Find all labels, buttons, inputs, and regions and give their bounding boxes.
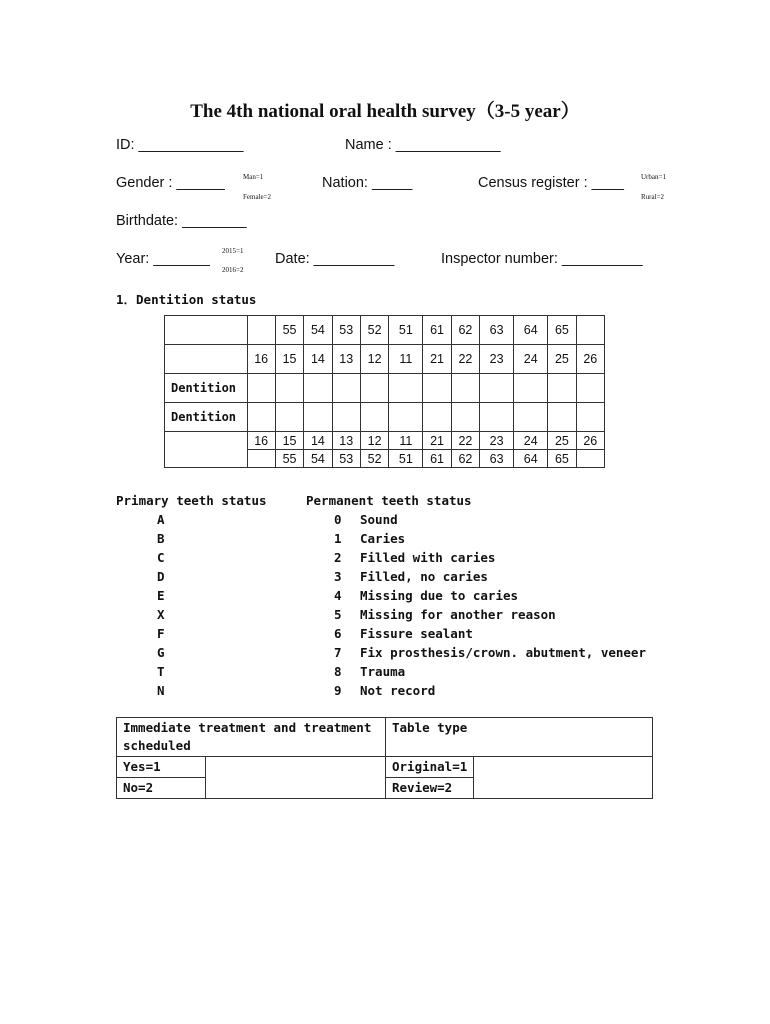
entry-cell[interactable] xyxy=(332,374,360,403)
permanent-code-desc: Fix prosthesis/crown. abutment, veneer xyxy=(360,645,646,660)
dentition-row-label: Dentition xyxy=(165,403,248,432)
permanent-code: 8 xyxy=(334,664,342,679)
tooth-label: 16 xyxy=(247,345,275,374)
tooth-label: 54 xyxy=(304,316,332,345)
tooth-label: 12 xyxy=(360,432,388,450)
census-option-urban: Urban=1 xyxy=(641,173,666,181)
yes-option: Yes=1 xyxy=(117,757,206,778)
entry-cell[interactable] xyxy=(451,374,479,403)
empty-cell xyxy=(576,316,604,345)
entry-cell[interactable] xyxy=(360,403,388,432)
tooth-label: 51 xyxy=(389,316,423,345)
entry-cell[interactable] xyxy=(275,374,303,403)
tooth-label: 55 xyxy=(275,450,303,468)
tooth-label: 25 xyxy=(548,432,576,450)
tooth-label: 26 xyxy=(576,345,604,374)
entry-cell[interactable] xyxy=(275,403,303,432)
permanent-code-desc: Filled with caries xyxy=(360,550,496,565)
tooth-label: 12 xyxy=(360,345,388,374)
section-dentition-status: 1．Dentition status xyxy=(116,292,257,307)
table-row xyxy=(165,403,605,432)
entry-cell[interactable] xyxy=(247,374,275,403)
treatment-header xyxy=(117,718,386,757)
entry-cell[interactable] xyxy=(423,403,451,432)
entry-cell[interactable] xyxy=(389,374,423,403)
primary-code: D xyxy=(157,569,165,584)
tooth-label: 11 xyxy=(389,345,423,374)
permanent-code-desc: Fissure sealant xyxy=(360,626,473,641)
tooth-label: 21 xyxy=(423,432,451,450)
entry-cell[interactable] xyxy=(451,403,479,432)
tooth-label: 24 xyxy=(514,432,548,450)
primary-code: T xyxy=(157,664,165,679)
table-row xyxy=(165,345,605,374)
tooth-label: 53 xyxy=(332,450,360,468)
table-row xyxy=(117,718,653,757)
tooth-label: 55 xyxy=(275,316,303,345)
permanent-code: 4 xyxy=(334,588,342,603)
tooth-label: 22 xyxy=(451,432,479,450)
census-option-rural: Rural=2 xyxy=(641,193,664,201)
table-row xyxy=(165,374,605,403)
tooth-label: 13 xyxy=(332,432,360,450)
tooth-label: 24 xyxy=(514,345,548,374)
tooth-label: 65 xyxy=(548,316,576,345)
tooth-label: 21 xyxy=(423,345,451,374)
permanent-code-desc: Caries xyxy=(360,531,406,546)
table-row xyxy=(165,316,605,345)
permanent-code-desc: Missing for another reason xyxy=(360,607,556,622)
tooth-label: 15 xyxy=(275,432,303,450)
entry-cell[interactable] xyxy=(548,403,576,432)
original-option: Original=1 xyxy=(386,757,474,778)
permanent-code: 1 xyxy=(334,531,342,546)
entry-cell[interactable] xyxy=(247,403,275,432)
entry-cell[interactable] xyxy=(576,403,604,432)
tooth-label: 25 xyxy=(548,345,576,374)
tooth-label: 54 xyxy=(304,450,332,468)
gender-field[interactable]: Gender : ______ xyxy=(116,175,225,191)
tooth-label: 23 xyxy=(480,345,514,374)
treatment-entry-cell[interactable] xyxy=(206,757,386,799)
empty-cell xyxy=(165,345,248,374)
permanent-code: 7 xyxy=(334,645,342,660)
permanent-code-desc: Not record xyxy=(360,683,436,698)
tooth-label: 14 xyxy=(304,432,332,450)
empty-cell xyxy=(576,450,604,468)
tooth-label: 62 xyxy=(451,316,479,345)
tooth-label: 64 xyxy=(514,450,548,468)
treatment-table xyxy=(116,717,653,799)
year-field[interactable]: Year: _______ xyxy=(116,251,210,267)
tooth-label: 62 xyxy=(451,450,479,468)
birthdate-field[interactable]: Birthdate: ________ xyxy=(116,213,247,229)
gender-option-man: Man=1 xyxy=(243,173,264,181)
permanent-code-desc: Trauma xyxy=(360,664,406,679)
tooth-label: 53 xyxy=(332,316,360,345)
dentition-row-label: Dentition xyxy=(165,374,248,403)
tooth-label: 15 xyxy=(275,345,303,374)
review-option: Review=2 xyxy=(386,778,474,799)
tooth-label: 63 xyxy=(480,450,514,468)
empty-cell xyxy=(165,316,248,345)
primary-teeth-header: Primary teeth status xyxy=(116,493,267,508)
entry-cell[interactable] xyxy=(548,374,576,403)
entry-cell[interactable] xyxy=(423,374,451,403)
permanent-code-desc: Sound xyxy=(360,512,398,527)
primary-code: C xyxy=(157,550,165,565)
tooth-label: 63 xyxy=(480,316,514,345)
primary-code: E xyxy=(157,588,165,603)
entry-cell[interactable] xyxy=(389,403,423,432)
entry-cell[interactable] xyxy=(576,374,604,403)
entry-cell[interactable] xyxy=(360,374,388,403)
tooth-label: 22 xyxy=(451,345,479,374)
entry-cell[interactable] xyxy=(480,374,514,403)
primary-code: B xyxy=(157,531,165,546)
no-option: No=2 xyxy=(117,778,206,799)
table-row xyxy=(165,432,605,450)
inspector-number-field[interactable]: Inspector number: __________ xyxy=(441,251,643,267)
nation-field[interactable]: Nation: _____ xyxy=(322,175,413,191)
entry-cell[interactable] xyxy=(304,374,332,403)
permanent-code: 0 xyxy=(334,512,342,527)
tooth-label: 52 xyxy=(360,450,388,468)
dentition-table xyxy=(164,315,605,468)
tooth-label: 61 xyxy=(423,450,451,468)
empty-cell xyxy=(247,316,275,345)
tooth-label: 26 xyxy=(576,432,604,450)
permanent-code-desc: Filled, no caries xyxy=(360,569,488,584)
primary-code: A xyxy=(157,512,165,527)
page-title: The 4th national oral health survey（3-5 year） xyxy=(190,101,580,122)
permanent-code: 6 xyxy=(334,626,342,641)
tooth-label: 52 xyxy=(360,316,388,345)
tooth-label: 61 xyxy=(423,316,451,345)
empty-cell xyxy=(165,432,248,468)
primary-code: X xyxy=(157,607,165,622)
primary-code: F xyxy=(157,626,165,641)
entry-cell[interactable] xyxy=(514,374,548,403)
entry-cell[interactable] xyxy=(514,403,548,432)
name-field[interactable]: Name : _____________ xyxy=(345,137,501,153)
tooth-label: 64 xyxy=(514,316,548,345)
permanent-code: 3 xyxy=(334,569,342,584)
permanent-code: 2 xyxy=(334,550,342,565)
empty-cell xyxy=(247,450,275,468)
year-option-2015: 2015=1 xyxy=(222,247,244,255)
treatment-header-line1: Immediate treatment and treatment xyxy=(123,720,372,735)
treatment-header-line2: scheduled xyxy=(123,738,191,753)
date-field[interactable]: Date: __________ xyxy=(275,251,395,267)
tooth-label: 14 xyxy=(304,345,332,374)
entry-cell[interactable] xyxy=(480,403,514,432)
gender-option-female: Female=2 xyxy=(243,193,272,201)
permanent-teeth-header: Permanent teeth status xyxy=(306,493,472,508)
entry-cell[interactable] xyxy=(304,403,332,432)
table-type-header: Table type xyxy=(386,718,653,757)
tooth-label: 51 xyxy=(389,450,423,468)
tooth-label: 23 xyxy=(480,432,514,450)
primary-code: N xyxy=(157,683,165,698)
tooth-label: 11 xyxy=(389,432,423,450)
permanent-code: 5 xyxy=(334,607,342,622)
table-row xyxy=(117,757,653,778)
census-register-field[interactable]: Census register : ____ xyxy=(478,175,624,191)
tooth-label: 13 xyxy=(332,345,360,374)
tooth-label: 16 xyxy=(247,432,275,450)
permanent-code: 9 xyxy=(334,683,342,698)
permanent-code-desc: Missing due to caries xyxy=(360,588,519,603)
entry-cell[interactable] xyxy=(332,403,360,432)
table-type-entry-cell[interactable] xyxy=(474,757,653,799)
year-option-2016: 2016=2 xyxy=(222,266,244,274)
id-field[interactable]: ID: _____________ xyxy=(116,137,244,153)
primary-code: G xyxy=(157,645,165,660)
tooth-label: 65 xyxy=(548,450,576,468)
